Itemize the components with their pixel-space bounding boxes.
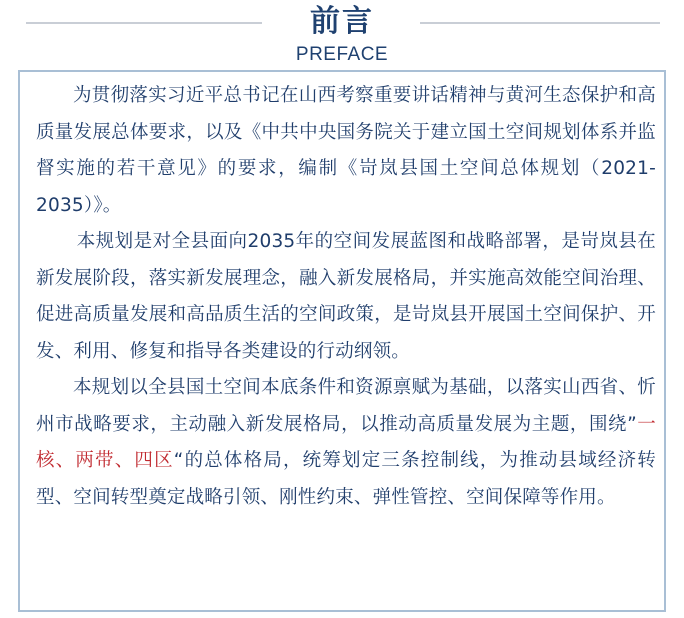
paragraph-2: 本规划是对全县面向2035年的空间发展蓝图和战略部署，是岢岚县在新发展阶段，落实新发展理念，融入新发展格局，并实施高效能空间治理、促进高质量发展和高品质生活的空间政策，是岢岚县开展国土空间保护、开发、利用、修复和指导各类建设的行动纲领。 bbox=[36, 231, 656, 362]
preface-text bbox=[36, 78, 656, 516]
paragraph-1: 为贯彻落实习近平总书记在山西考察重要讲话精神与黄河生态保护和高质量发展总体要求，以及《中共中央国务院关于建立国土空间规划体系并监督实施的若干意见》的要求，编制《岢岚县国土空间总体规划（2021-2035）》。 bbox=[36, 85, 656, 216]
preface-content-box bbox=[18, 70, 666, 612]
paragraph-3-highlight: 一核、两带、四区 bbox=[36, 413, 656, 471]
page-subtitle: PREFACE bbox=[295, 44, 389, 65]
paragraph-3 bbox=[36, 370, 656, 516]
page-title: 前言 bbox=[310, 4, 374, 39]
paragraph-3-text-start: 本规划以全县国土空间本底条件和资源禀赋为基础，以落实山西省、忻州市战略要求，主动融入新发展格局，以推动高质量发展为主题，围绕” bbox=[36, 377, 656, 435]
preface-header bbox=[0, 0, 684, 70]
paragraph-3-text-end: “的总体格局，统筹划定三条控制线，为推动县域经济转型、空间转型奠定战略引领、刚性约束、弹性管控、空间保障等作用。 bbox=[36, 450, 656, 508]
